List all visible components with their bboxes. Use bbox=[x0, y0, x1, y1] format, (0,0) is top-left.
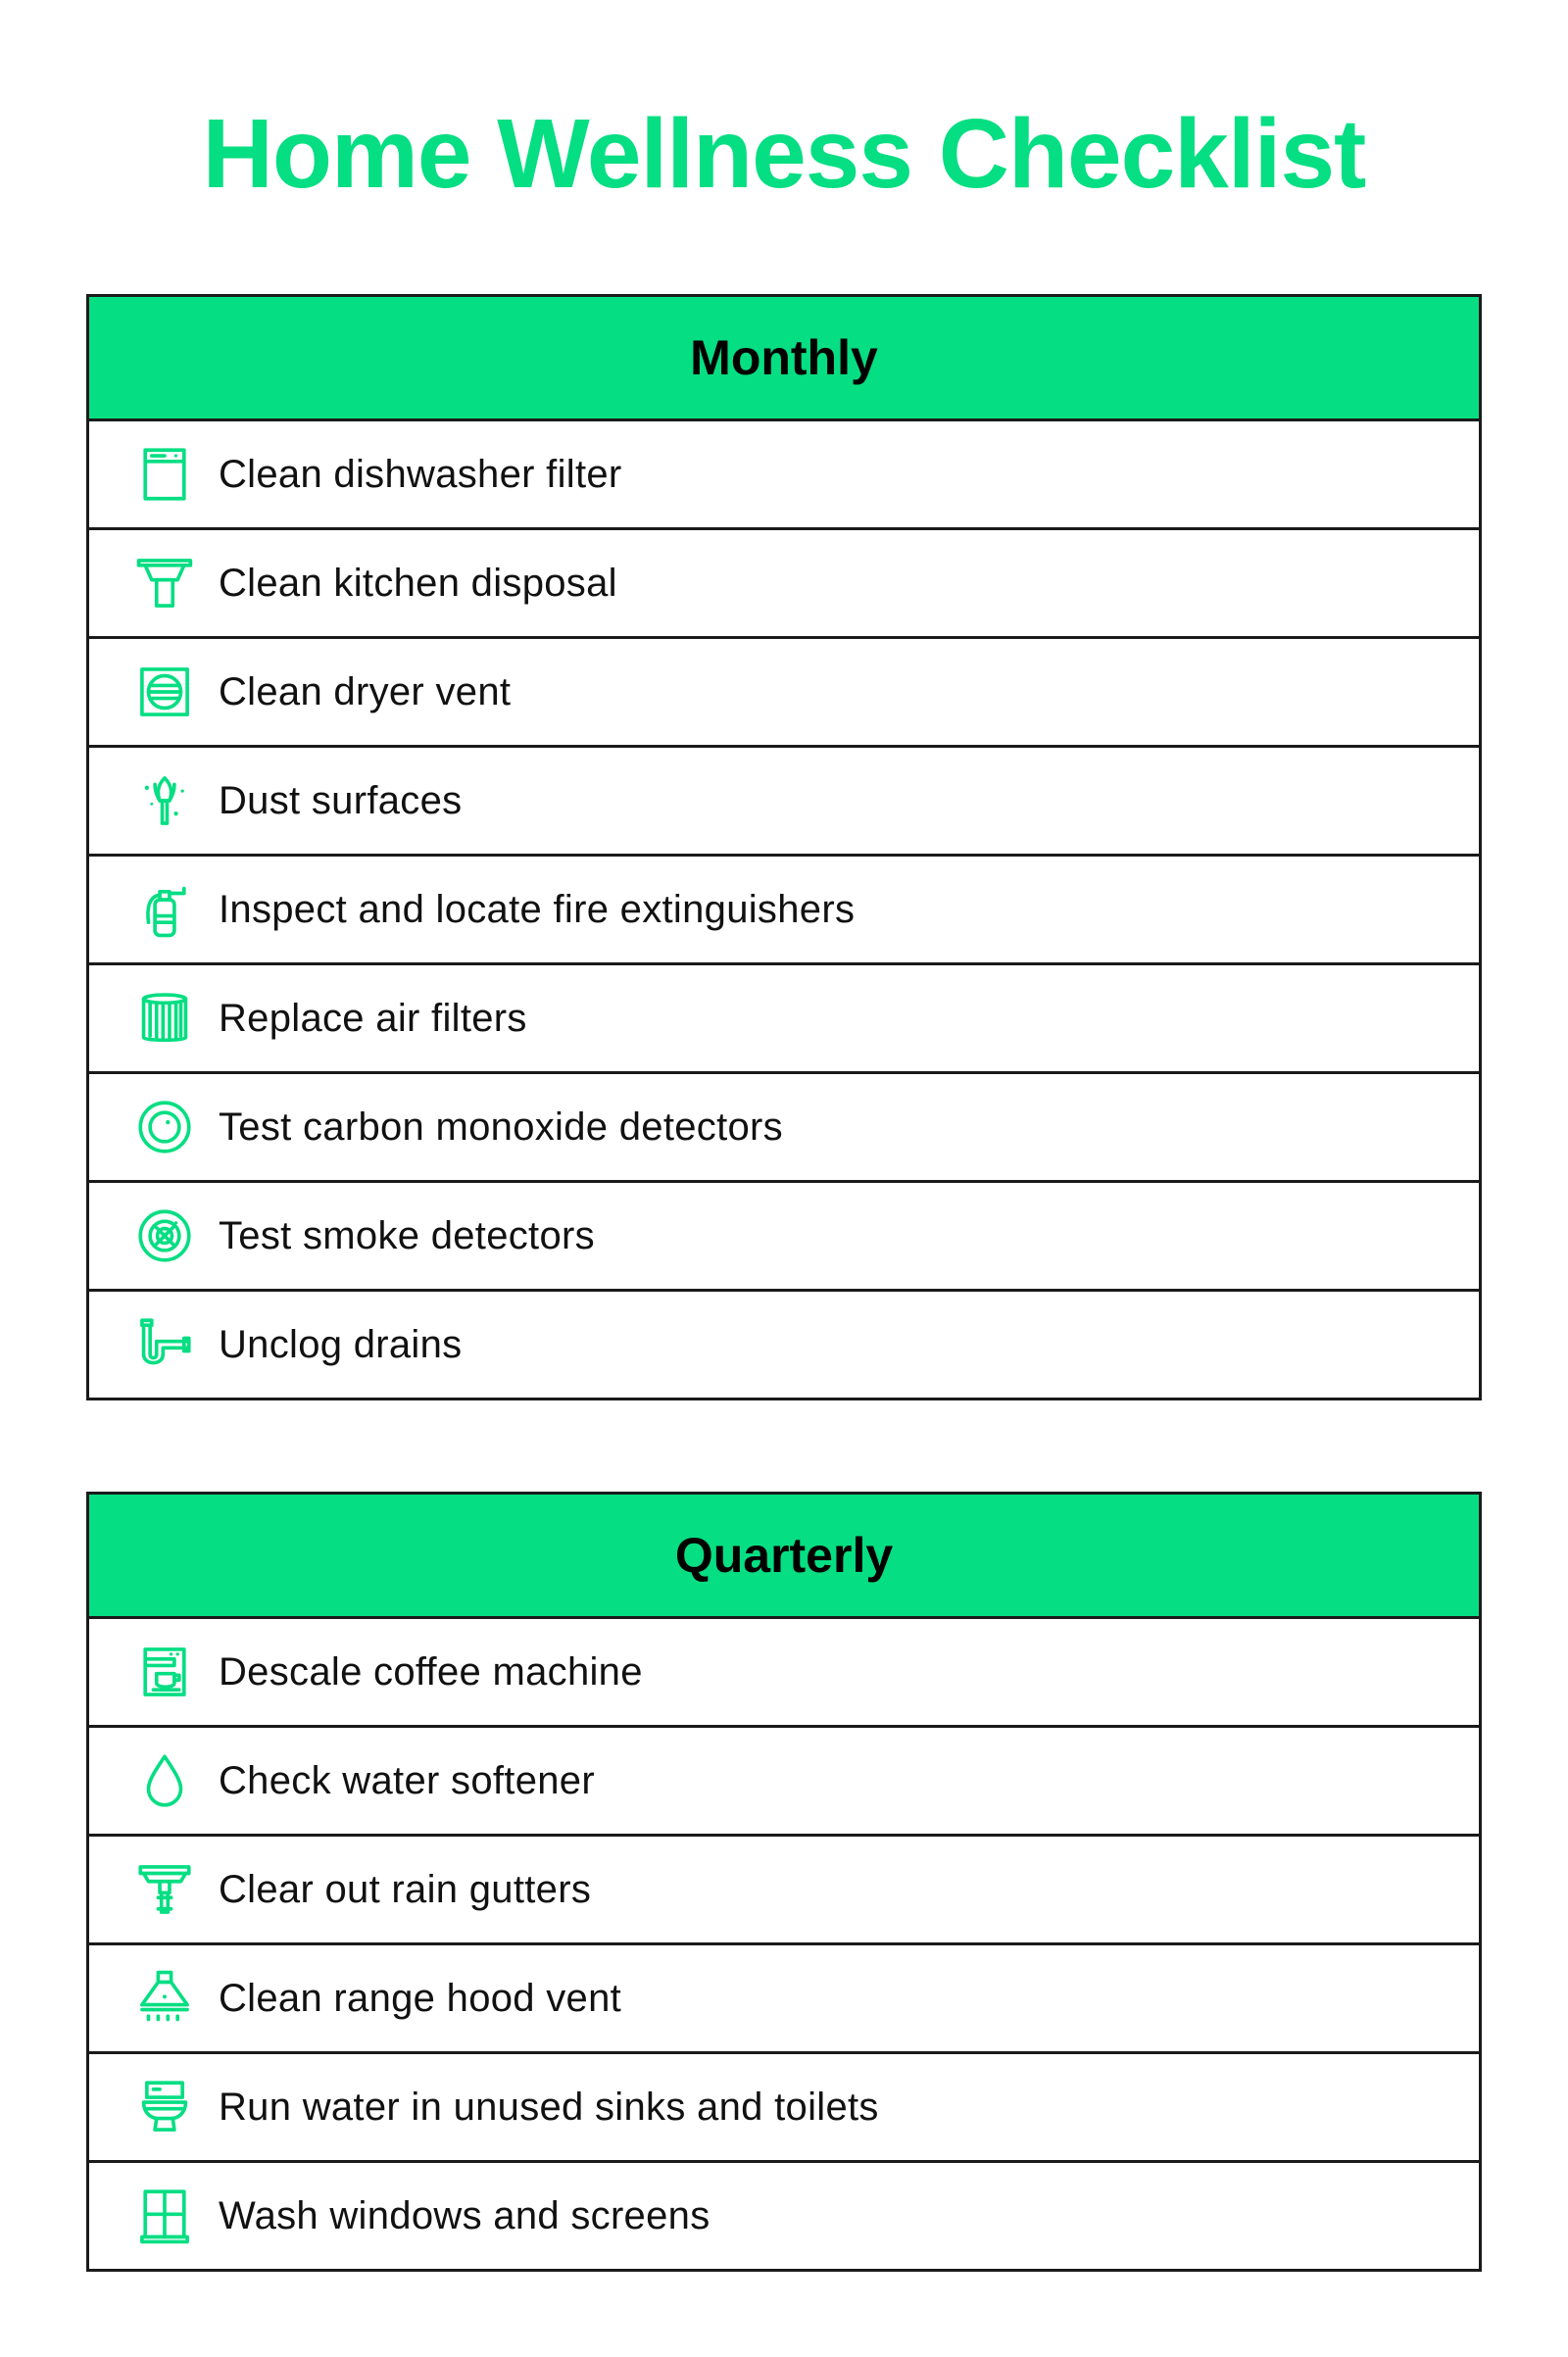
checklist-item bbox=[89, 530, 1479, 639]
checklist-item bbox=[89, 2163, 1479, 2269]
checklist-item bbox=[89, 857, 1479, 965]
item-label: Dust surfaces bbox=[219, 778, 463, 822]
checklist-item bbox=[89, 1074, 1479, 1183]
dryer-vent-icon bbox=[130, 658, 199, 726]
checklist-item bbox=[89, 1945, 1479, 2054]
checklist-item bbox=[89, 639, 1479, 748]
co-detector-icon bbox=[130, 1093, 199, 1161]
checklist-item bbox=[89, 1619, 1479, 1728]
item-label: Clear out rain gutters bbox=[219, 1867, 592, 1911]
coffee-machine-icon bbox=[130, 1638, 199, 1706]
item-label: Clean range hood vent bbox=[219, 1976, 622, 2020]
item-label: Test smoke detectors bbox=[219, 1213, 595, 1257]
smoke-detector-icon bbox=[130, 1202, 199, 1270]
disposal-icon bbox=[130, 549, 199, 617]
item-label: Replace air filters bbox=[219, 996, 527, 1040]
dishwasher-icon bbox=[130, 440, 199, 509]
window-icon bbox=[130, 2182, 199, 2250]
section-monthly bbox=[86, 294, 1482, 1400]
page-title: Home Wellness Checklist bbox=[202, 99, 1366, 209]
item-label: Unclog drains bbox=[219, 1322, 463, 1366]
checklist-item bbox=[89, 748, 1479, 857]
checklist-item bbox=[89, 1292, 1479, 1398]
checklist-item bbox=[89, 2054, 1479, 2163]
fire-extinguisher-icon bbox=[130, 875, 199, 944]
duster-icon bbox=[130, 766, 199, 835]
checklist-item bbox=[89, 421, 1479, 530]
item-label: Wash windows and screens bbox=[219, 2193, 710, 2237]
rain-gutter-icon bbox=[130, 1855, 199, 1924]
section-heading: Monthly bbox=[89, 297, 1479, 421]
item-label: Clean dryer vent bbox=[219, 669, 512, 713]
checklist-item bbox=[89, 965, 1479, 1074]
water-drop-icon bbox=[130, 1746, 199, 1815]
air-filter-icon bbox=[130, 984, 199, 1053]
item-label: Inspect and locate fire extinguishers bbox=[219, 887, 856, 931]
checklist-item bbox=[89, 1183, 1479, 1292]
section-quarterly bbox=[86, 1492, 1482, 2272]
range-hood-icon bbox=[130, 1964, 199, 2033]
item-label: Run water in unused sinks and toilets bbox=[219, 2085, 879, 2129]
checklist-item bbox=[89, 1837, 1479, 1945]
item-label: Clean kitchen disposal bbox=[219, 561, 617, 605]
item-label: Clean dishwasher filter bbox=[219, 452, 622, 496]
item-label: Check water softener bbox=[219, 1758, 595, 1802]
toilet-icon bbox=[130, 2073, 199, 2141]
section-heading: Quarterly bbox=[89, 1495, 1479, 1619]
item-label: Descale coffee machine bbox=[219, 1649, 643, 1694]
drain-pipe-icon bbox=[130, 1310, 199, 1379]
item-label: Test carbon monoxide detectors bbox=[219, 1105, 783, 1149]
checklist-item bbox=[89, 1728, 1479, 1837]
